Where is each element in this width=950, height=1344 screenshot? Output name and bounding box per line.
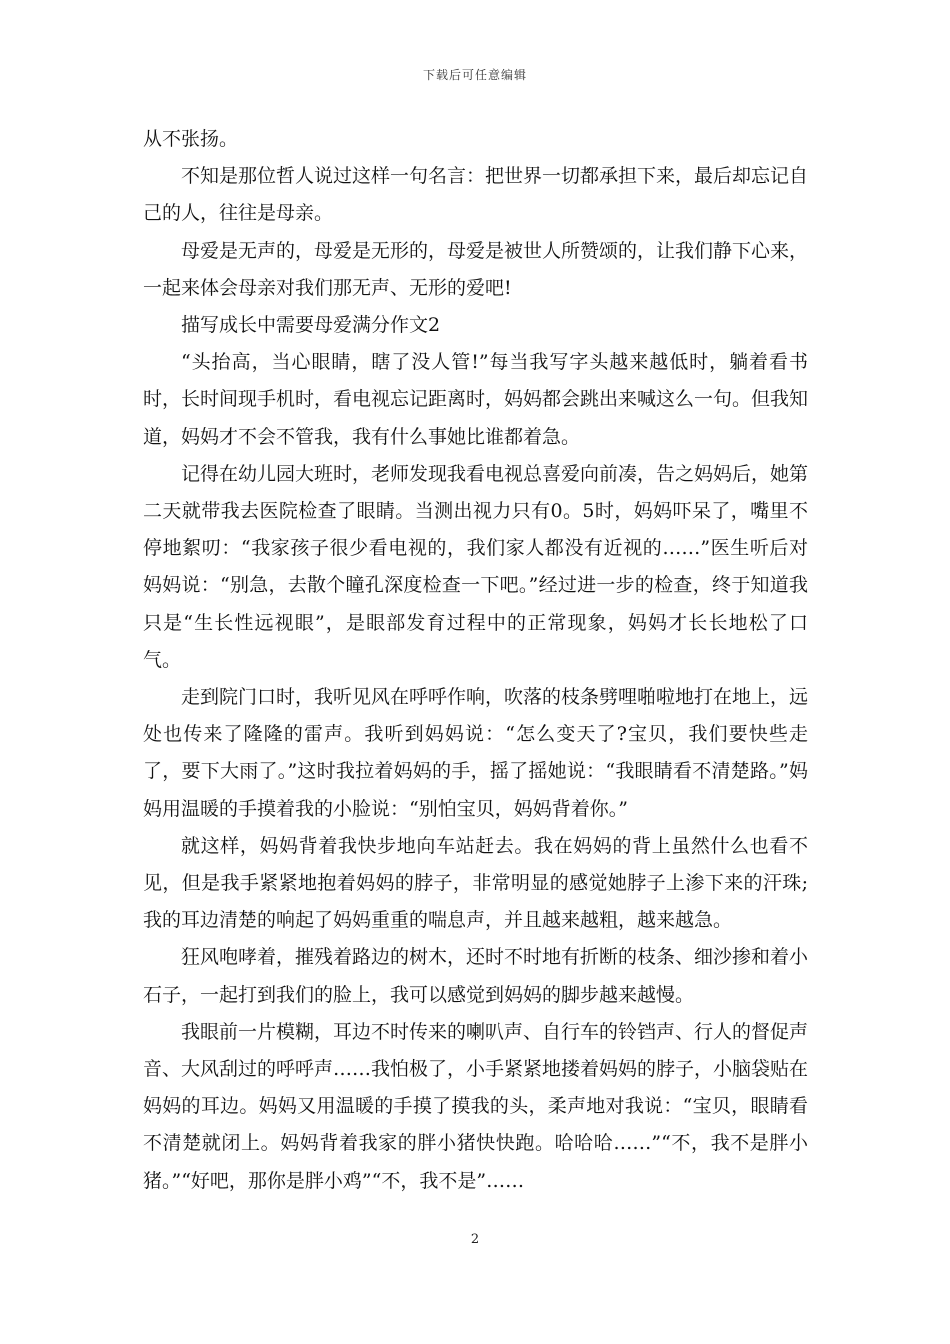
paragraph: 走到院门口时，我听见风在呼呼作响，吹落的枝条劈哩啪啦地打在地上，远处也传来了隆隆的雷声。我听到妈妈说：“怎么变天了?宝贝，我们要快些走了，要下大雨了。”这时我拉着妈妈的手，摇了摇她说：“我眼睛看不清楚路。”妈妈用温暖的手摸着我的小脸说：“别怕宝贝，妈妈背着你。” <box>143 686 809 820</box>
paragraph: 我眼前一片模糊，耳边不时传来的喇叭声、自行车的铃铛声、行人的督促声音、大风刮过的呼呼声……我怕极了，小手紧紧地搂着妈妈的脖子，小脑袋贴在妈妈的耳边。妈妈又用温暖的手摸了摸我的头，柔声地对我说：“宝贝，眼睛看不清楚就闭上。妈妈背着我家的胖小猪快快跑。哈哈哈……”“不，我不是胖小猪。”“好吧，那你是胖小鸡”“不，我不是”…… <box>143 1020 809 1192</box>
paragraph: 狂风咆哮着，摧残着路边的树木，还时不时地有折断的枝条、细沙掺和着小石子，一起打到我们的脸上，我可以感觉到妈妈的脚步越来越慢。 <box>143 946 809 1006</box>
paragraph-continuation: 从不张扬。 <box>143 128 239 150</box>
page-number: 2 <box>470 1232 480 1247</box>
page-header: 下载后可任意编辑 <box>422 68 527 82</box>
paragraph: 母爱是无声的，母爱是无形的，母爱是被世人所赞颂的，让我们静下心来，一起来体会母亲对我们那无声、无形的爱吧! <box>143 239 809 299</box>
paragraph: 记得在幼儿园大班时，老师发现我看电视总喜爱向前凑，告之妈妈后，她第二天就带我去医院检查了眼睛。当测出视力只有0。5时，妈妈吓呆了，嘴里不停地絮叨：“我家孩子很少看电视的，我们家人都没有近视的……”医生听后对妈妈说：“别急，去散个瞳孔深度检查一下吧。”经过进一步的检查，终于知道我只是“生长性远视眼”，是眼部发育过程中的正常现象，妈妈才长长地松了口气。 <box>143 462 809 671</box>
paragraph: 不知是那位哲人说过这样一句名言：把世界一切都承担下来，最后却忘记自己的人，往往是母亲。 <box>143 165 809 225</box>
section-heading: 描写成长中需要母爱满分作文2 <box>181 314 441 337</box>
paragraph: 就这样，妈妈背着我快步地向车站赶去。我在妈妈的背上虽然什么也看不见，但是我手紧紧地抱着妈妈的脖子，非常明显的感觉她脖子上渗下来的汗珠;我的耳边清楚的响起了妈妈重重的喘息声，并且越来越粗，越来越急。 <box>143 834 808 932</box>
paragraph: “头抬高，当心眼睛，瞎了没人管!”每当我写字头越来越低时，躺着看书时，长时间现手机时，看电视忘记距离时，妈妈都会跳出来喊这么一句。但我知道，妈妈才不会不管我，我有什么事她比谁都着急。 <box>143 351 809 448</box>
document-body <box>143 121 808 1200</box>
